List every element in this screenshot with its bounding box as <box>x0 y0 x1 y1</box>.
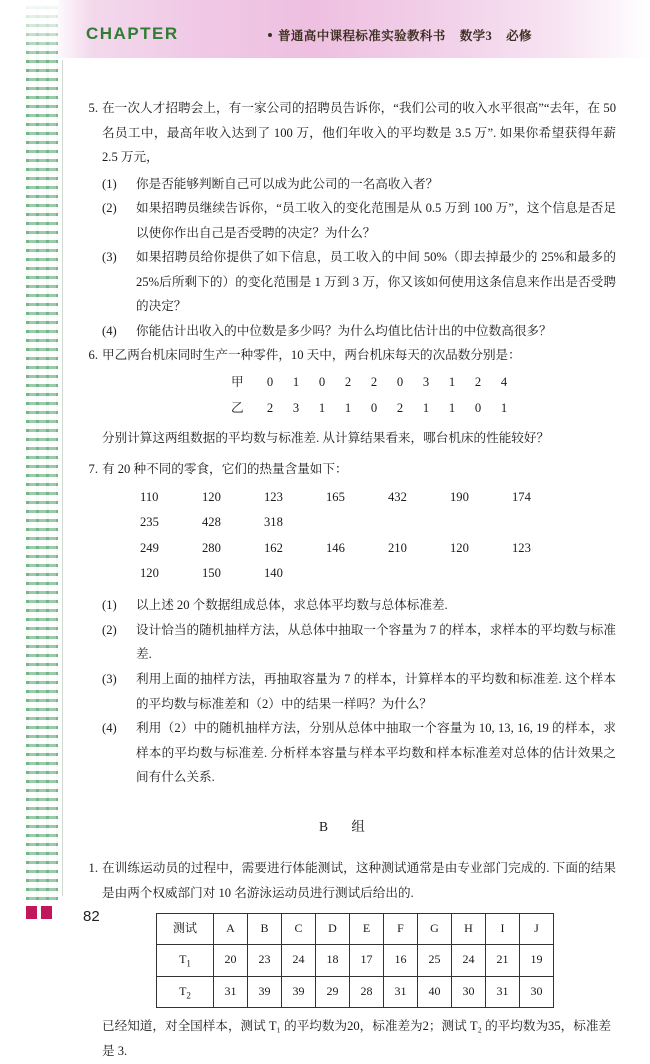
row-label-t2: $T_2$ <box>157 976 214 1008</box>
sub-number: (4) <box>102 323 117 338</box>
page-top-banner <box>0 0 650 58</box>
sub-number: (1) <box>102 176 117 191</box>
column-header: D <box>316 914 350 944</box>
digit: 1 <box>318 400 326 415</box>
value: 280 <box>202 541 221 556</box>
table-row <box>157 976 554 1008</box>
column-header: B <box>248 914 282 944</box>
sub-number: (4) <box>102 721 117 736</box>
section-title-group-b: B 组 <box>319 818 375 834</box>
banner-title <box>278 26 532 44</box>
snack-row-2 <box>102 536 616 585</box>
problem-number: 1. <box>88 861 98 876</box>
problem-stem: 甲乙两台机床同时生产一种零件，10 天中，两台机床每天的次品数分别是： <box>102 348 521 363</box>
banner-inner <box>0 0 650 58</box>
value: 174 <box>512 490 531 505</box>
problem-stem: 在训练运动员的过程中，需要进行体能测试，这种测试通常是由专业部门完成的. 下面的结果是由两个权威部门对 10 名游泳运动员进行测试后给出的. <box>102 861 616 900</box>
value: 123 <box>512 541 531 556</box>
vertical-rule <box>62 60 63 896</box>
page-footer <box>0 901 650 953</box>
cell: 16 <box>384 944 418 976</box>
machine-label: 乙 <box>231 400 244 415</box>
sub-text: 设计恰当的随机抽样方法，从总体中抽取一个容量为 7 的样本，求样本的平均数与标准差. <box>136 622 616 662</box>
cell: 31 <box>384 976 418 1008</box>
sub-number: (3) <box>102 250 117 265</box>
digit: 2 <box>474 375 482 390</box>
machine-defect-data <box>102 370 616 420</box>
digit: 1 <box>422 400 430 415</box>
cell: 31 <box>214 976 248 1008</box>
sub-text: 如果招聘员给你提供了如下信息，员工收入的中间 50%（即去掉最少的 25%和最多的 25%后所剩下的）的变化范围是 1 万到 3 万，你又该如何使用这条信息来作出是否受聘的决定？ <box>136 250 616 314</box>
problem-stem: 在一次人才招聘会上，有一家公司的招聘员告诉你，“我们公司的收入水平很高”“去年，在 50 名员工中，最高年收入达到了 100 万，他们年收入的平均数是 3.5 万”. 如果你希望获得年薪 2.5 万元， <box>102 101 616 165</box>
column-header: H <box>452 914 486 944</box>
digit: 0 <box>318 375 326 390</box>
problem-5-sub-3 <box>102 245 616 319</box>
snack-calorie-data <box>102 485 616 585</box>
problem-number: 5. <box>88 101 98 115</box>
problem-7-sub-2 <box>102 618 616 667</box>
problem-number: 6. <box>88 348 98 363</box>
problem-stem: 有 20 种不同的零食，它们的热量含量如下： <box>102 461 348 476</box>
sub-number: (1) <box>102 598 117 613</box>
digit: 3 <box>292 400 300 415</box>
banner-title-left: 普通高中课程标准实验教科书 <box>278 29 446 43</box>
column-header: 测试 <box>157 914 214 944</box>
cell: 21 <box>486 944 520 976</box>
banner-title-tail: 必修 <box>506 29 532 43</box>
cell: 28 <box>350 976 384 1008</box>
sub-text: 以上述 20 个数据组成总体，求总体平均数与总体标准差. <box>136 598 448 613</box>
cell: 19 <box>520 944 554 976</box>
cell: 40 <box>418 976 452 1008</box>
digit: 1 <box>500 400 508 415</box>
cell: 25 <box>418 944 452 976</box>
digit: 1 <box>344 400 352 415</box>
left-strip-fade <box>26 0 58 60</box>
problem-b1-tail-2: 是 3. <box>102 1043 128 1058</box>
column-header: G <box>418 914 452 944</box>
cell: 30 <box>452 976 486 1008</box>
digit: 1 <box>292 375 300 390</box>
problem-7-sub-4 <box>102 716 616 790</box>
machine-digits <box>257 375 517 389</box>
column-header: I <box>486 914 520 944</box>
sub-text: 你能估计出收入的中位数是多少吗？为什么均值比估计出的中位数高很多？ <box>136 323 552 338</box>
value: 190 <box>450 490 469 505</box>
problem-5-sub-4 <box>102 319 616 344</box>
sub-number: (2) <box>102 201 117 216</box>
problem-7-sub-1 <box>102 593 616 618</box>
value: 210 <box>388 541 407 556</box>
digit: 2 <box>266 400 274 415</box>
sub-number: (3) <box>102 672 117 687</box>
machine-digits <box>257 401 517 415</box>
value: 428 <box>202 514 221 529</box>
digit: 2 <box>344 375 352 390</box>
cell: 24 <box>282 944 316 976</box>
sub-text: 如果招聘员继续告诉你，“员工收入的变化范围是从 0.5 万到 100 万”，这个信息是否足以使你作出自己是否受聘的决定？为什么？ <box>136 201 616 240</box>
value: 318 <box>264 514 283 529</box>
digit: 1 <box>448 375 456 390</box>
digit: 3 <box>422 375 430 390</box>
value: 162 <box>264 541 283 556</box>
value: 140 <box>264 565 283 580</box>
banner-bullet-icon <box>268 33 272 37</box>
column-header: F <box>384 914 418 944</box>
value: 165 <box>326 490 345 505</box>
cell: 39 <box>248 976 282 1008</box>
problem-b1 <box>78 856 616 905</box>
sub-text: 利用（2）中的随机抽样方法，分别从总体中抽取一个容量为 10, 13, 16, 19 的样本，求样本的平均数与标准差. 分析样本容量与样本平均数和样本标准差对总体的估计效果之间有什么关系. <box>136 721 616 785</box>
cell: 31 <box>486 976 520 1008</box>
digit: 0 <box>396 375 404 390</box>
value: 146 <box>326 541 345 556</box>
cell: 23 <box>248 944 282 976</box>
cell: 18 <box>316 944 350 976</box>
digit: 0 <box>474 400 482 415</box>
digit: 2 <box>396 400 404 415</box>
banner-title-right: 数学3 <box>459 29 493 43</box>
cell: 24 <box>452 944 486 976</box>
problem-number: 7. <box>88 461 98 476</box>
machine-label: 甲 <box>231 375 244 390</box>
value: 432 <box>388 490 407 505</box>
cell: 29 <box>316 976 350 1008</box>
value: 110 <box>140 490 159 505</box>
digit: 0 <box>266 375 274 390</box>
row-label-t1: $T_1$ <box>157 944 214 976</box>
column-header: A <box>214 914 248 944</box>
problem-7-sub-3 <box>102 667 616 716</box>
value: 120 <box>450 541 469 556</box>
snack-row-1 <box>102 485 616 534</box>
problem-5-sub-2 <box>102 196 616 245</box>
cell: 20 <box>214 944 248 976</box>
cell: 17 <box>350 944 384 976</box>
footer-color-mark <box>26 906 52 919</box>
column-header: C <box>282 914 316 944</box>
sub-number: (2) <box>102 622 117 637</box>
digit: 2 <box>370 375 378 390</box>
page-number: 82 <box>83 908 100 925</box>
column-header: E <box>350 914 384 944</box>
cell: 30 <box>520 976 554 1008</box>
left-decorative-strip <box>26 0 58 900</box>
problem-7 <box>78 457 616 482</box>
column-header: J <box>520 914 554 944</box>
digit: 1 <box>448 400 456 415</box>
problem-5 <box>78 96 616 170</box>
digit: 0 <box>370 400 378 415</box>
digit: 4 <box>500 375 508 390</box>
sub-text: 你是否能够判断自己可以成为此公司的一名高收入者？ <box>136 176 439 191</box>
value: 249 <box>140 541 159 556</box>
problem-b1-tail-1: 已经知道，对全国样本，测试 T₁ 的平均数为20，标准差为2；测试 T₂ 的平均数为35，标准差 <box>102 1019 612 1034</box>
problem-5-sub-1 <box>102 172 616 197</box>
value: 120 <box>202 490 221 505</box>
sub-text: 利用上面的抽样方法，再抽取容量为 7 的样本，计算样本的平均数和标准差. 这个样本的平均数与标准差和（2）中的结果一样吗？为什么？ <box>136 672 616 711</box>
value: 120 <box>140 565 159 580</box>
machine-row-jia <box>102 370 616 395</box>
machine-row-yi <box>102 396 616 421</box>
value: 123 <box>264 490 283 505</box>
problem-6-tail: 分别计算这两组数据的平均数与标准差. 从计算结果看来，哪台机床的性能较好？ <box>102 431 550 446</box>
cell: 39 <box>282 976 316 1008</box>
chapter-label: CHAPTER <box>86 24 179 43</box>
value: 150 <box>202 565 221 580</box>
problem-6 <box>78 343 616 368</box>
value: 235 <box>140 514 159 529</box>
